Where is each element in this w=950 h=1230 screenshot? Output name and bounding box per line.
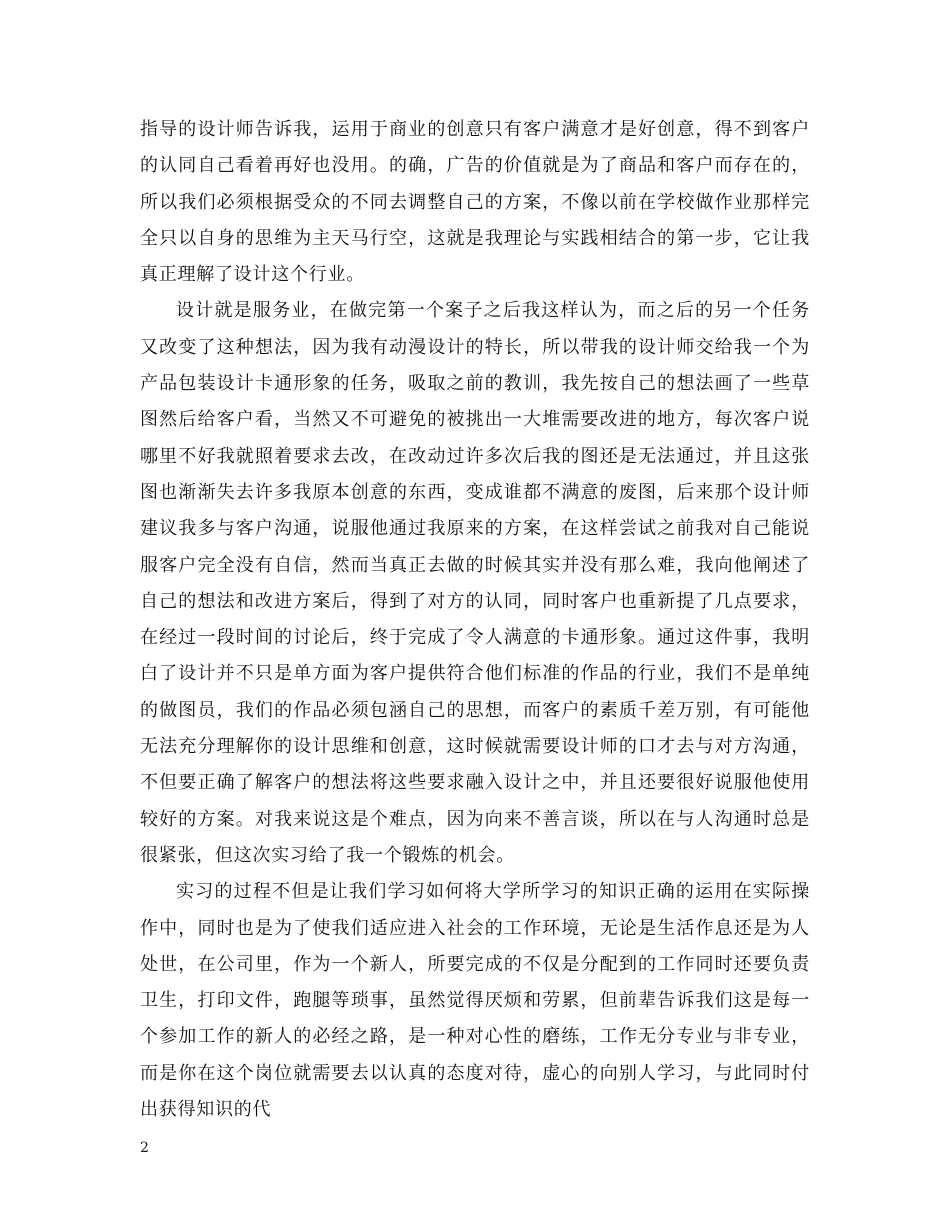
paragraph-2: 设计就是服务业，在做完第一个案子之后我这样认为，而之后的另一个任务又改变了这种想法，因为我有动漫设计的特长，所以带我的设计师交给我一个为产品包装设计卡通形象的任务，吸取之前的教训，我先按自己的想法画了一些草图然后给客户看，当然又不可避免的被挑出一大堆需要改进的地方，每次客户说哪里不好我就照着要求去改，在改动过许多次后我的图还是无法通过，并且这张图也渐渐失去许多我原本创意的东西，变成谁都不满意的废图，后来那个设计师建议我多与客户沟通，说服他通过我原来的方案，在这样尝试之前我对自己能说服客户完全没有自信，然而当真正去做的时候其实并没有那么难，我向他阐述了自己的想法和改进方案后，得到了对方的认同，同时客户也重新提了几点要求，在经过一段时间的讨论后，终于完成了令人满意的卡通形象。通过这件事，我明白了设计并不只是单方面为客户提供符合他们标准的作品的行业，我们不是单纯的做图员，我们的作品必须包涵自己的思想，而客户的素质千差万别，有可能他无法充分理解你的设计思维和创意，这时候就需要设计师的口才去与对方沟通，不但要正确了解客户的想法将这些要求融入设计之中，并且还要很好说服他使用较好的方案。对我来说这是个难点，因为向来不善言谈，所以在与人沟通时总是很紧张，但这次实习给了我一个锻炼的机会。 — [140, 300, 810, 866]
body-text — [140, 112, 810, 1128]
paragraph-1: 指导的设计师告诉我，运用于商业的创意只有客户满意才是好创意，得不到客户的认同自己看着再好也没用。的确，广告的价值就是为了商品和客户而存在的，所以我们必须根据受众的不同去调整自己的方案，不像以前在学校做作业那样完全只以自身的思维为主天马行空，这就是我理论与实践相结合的第一步，它让我真正理解了设计这个行业。 — [140, 119, 810, 286]
page-number: 2 — [140, 1140, 149, 1156]
paragraph-3: 实习的过程不但是让我们学习如何将大学所学习的知识正确的运用在实际操作中，同时也是为了使我们适应进入社会的工作环境，无论是生活作息还是为人处世，在公司里，作为一个新人，所要完成的不仅是分配到的工作同时还要负责卫生，打印文件，跑腿等琐事，虽然觉得厌烦和劳累，但前辈告诉我们这是每一个参加工作的新人的必经之路，是一种对心性的磨练，工作无分专业与非专业，而是你在这个岗位就需要去以认真的态度对待，虚心的向别人学习，与此同时付出获得知识的代 — [140, 881, 810, 1121]
